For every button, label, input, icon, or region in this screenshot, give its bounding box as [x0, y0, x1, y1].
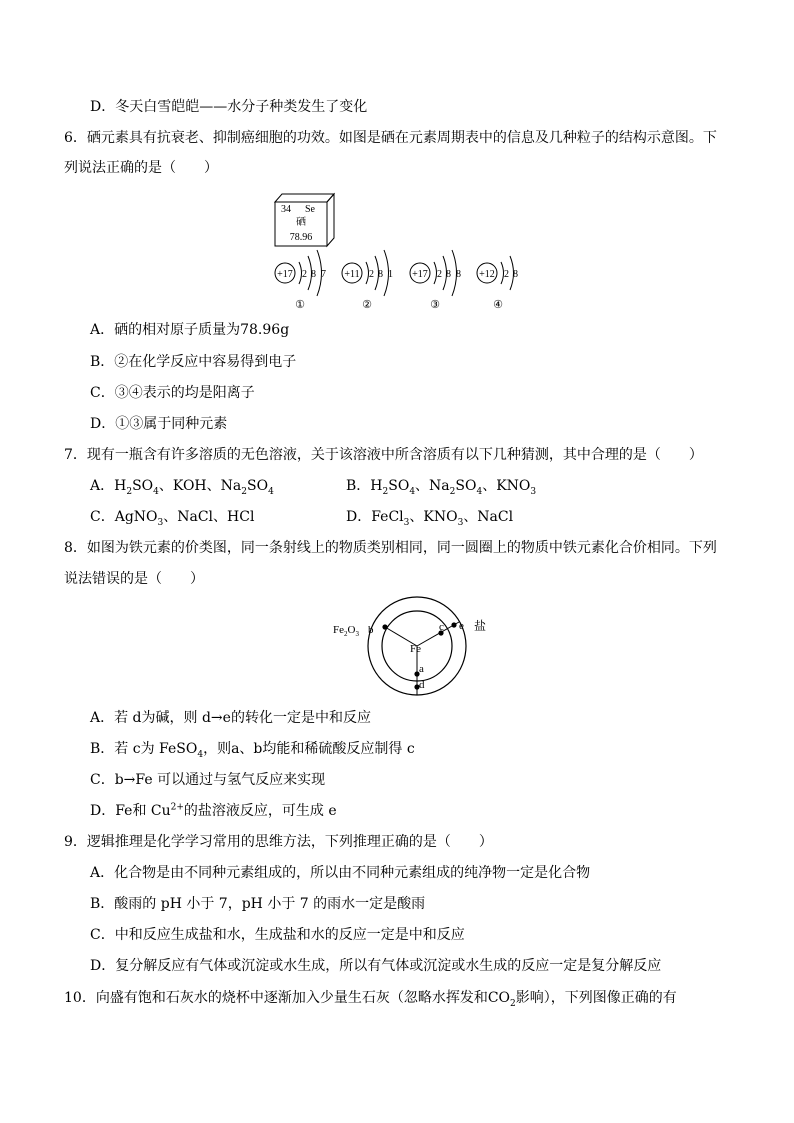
q7-option-b: B．$H_2SO_4$、$Na_2SO_4$、$KNO_3$: [346, 478, 537, 497]
q6-stem-line2: 列说法正确的是（ ）: [64, 160, 218, 176]
center-fe-label: Fe: [410, 643, 421, 655]
svg-text:②: ②: [362, 299, 372, 311]
periodic-cell: [275, 194, 334, 246]
svg-text:③: ③: [430, 299, 440, 311]
svg-text:④: ④: [493, 299, 503, 311]
svg-text:2: 2: [437, 269, 442, 280]
svg-text:8: 8: [513, 269, 518, 280]
point-d-label: d: [419, 679, 425, 691]
q10-stem: 10．向盛有饱和石灰水的烧杯中逐渐加入少量生石灰（忽略水挥发和$CO_2$影响），下列图像正确的有: [64, 990, 677, 1009]
svg-text:+17: +17: [412, 269, 428, 280]
cell-symbol: Se: [305, 204, 315, 215]
point-e-label: e: [459, 620, 464, 632]
q8-option-b: B．若 c为 FeSO$_4$，则a、b均能和稀硫酸反应制得 c: [90, 741, 415, 760]
cell-number: 34: [281, 204, 291, 215]
svg-text:2: 2: [504, 269, 509, 280]
svg-text:8: 8: [311, 269, 316, 280]
q7-option-d: D．FeCl$_3$、$KNO_3$、NaCl: [346, 509, 514, 528]
q8-option-a: A．若 d为碱，则 d→e的转化一定是中和反应: [90, 710, 371, 726]
svg-text:7: 7: [321, 269, 326, 280]
q6-option-a: A．硒的相对原子质量为78.96g: [90, 322, 290, 338]
q9-option-d: D．复分解反应有气体或沉淀或水生成，所以有气体或沉淀或水生成的反应一定是复分解反应: [90, 958, 662, 974]
q8-option-d: D．Fe和 $Cu^{2+}$的盐溶液反应，可生成 e: [90, 802, 337, 819]
q8-option-c: C．b→Fe 可以通过与氢气反应来实现: [90, 772, 326, 788]
fe2o3-label: $Fe_2O_3$: [333, 624, 359, 638]
cell-mass: 78.96: [289, 232, 313, 243]
svg-text:+17: +17: [277, 269, 293, 280]
svg-text:①: ①: [295, 299, 305, 311]
q7-option-c: C．AgNO$_3$、NaCl、HCl: [90, 509, 255, 528]
q7-stem: 7．现有一瓶含有许多溶质的无色溶液，关于该溶液中所含溶质有以下几种猜测，其中合理的是（ ）: [64, 447, 703, 463]
particle-4: [477, 256, 518, 311]
svg-text:8: 8: [456, 269, 461, 280]
particle-3: [410, 250, 461, 311]
svg-text:+11: +11: [344, 269, 360, 280]
svg-text:8: 8: [378, 269, 383, 280]
q6-option-b: B．②在化学反应中容易得到电子: [90, 354, 297, 370]
q7-option-a: A．$H_2SO_4$、KOH、$Na_2SO_4$: [90, 478, 274, 497]
salt-label: 盐: [474, 619, 487, 633]
svg-text:2: 2: [369, 269, 374, 280]
point-c-label: c: [439, 621, 444, 633]
particle-2: [342, 250, 393, 311]
q9-stem: 9．逻辑推理是化学学习常用的思维方法，下列推理正确的是（ ）: [64, 834, 493, 850]
q9-option-a: A．化合物是由不同种元素组成的，所以由不同种元素组成的纯净物一定是化合物: [90, 865, 591, 881]
q6-stem-line1: 6．硒元素具有抗衰老、抑制癌细胞的功效。如图是硒在元素周期表中的信息及几种粒子的结构示意图。下: [64, 130, 717, 146]
particle-1: [275, 250, 326, 311]
svg-text:+12: +12: [479, 269, 495, 280]
q5-option-d: D．冬天白雪皑皑——水分子种类发生了变化: [90, 99, 368, 115]
q6-option-d: D．①③属于同种元素: [90, 416, 228, 432]
q9-option-b: B．酸雨的 pH 小于 7，pH 小于 7 的雨水一定是酸雨: [90, 896, 426, 912]
cell-name: 硒: [296, 217, 306, 228]
q8-stem-line2: 说法错误的是（ ）: [64, 571, 204, 587]
q6-option-c: C．③④表示的均是阳离子: [90, 385, 255, 401]
iron-valence-diagram: [325, 596, 495, 698]
svg-text:2: 2: [302, 269, 307, 280]
q8-stem-line1: 8．如图为铁元素的价类图，同一条射线上的物质类别相同，同一圆圈上的物质中铁元素化合价相同。下列: [64, 540, 717, 556]
point-b-label: b: [368, 624, 374, 636]
q6-figure: [270, 190, 540, 315]
svg-text:8: 8: [446, 269, 451, 280]
point-a-label: a: [419, 663, 424, 675]
q9-option-c: C．中和反应生成盐和水，生成盐和水的反应一定是中和反应: [90, 927, 465, 943]
svg-text:1: 1: [388, 269, 393, 280]
